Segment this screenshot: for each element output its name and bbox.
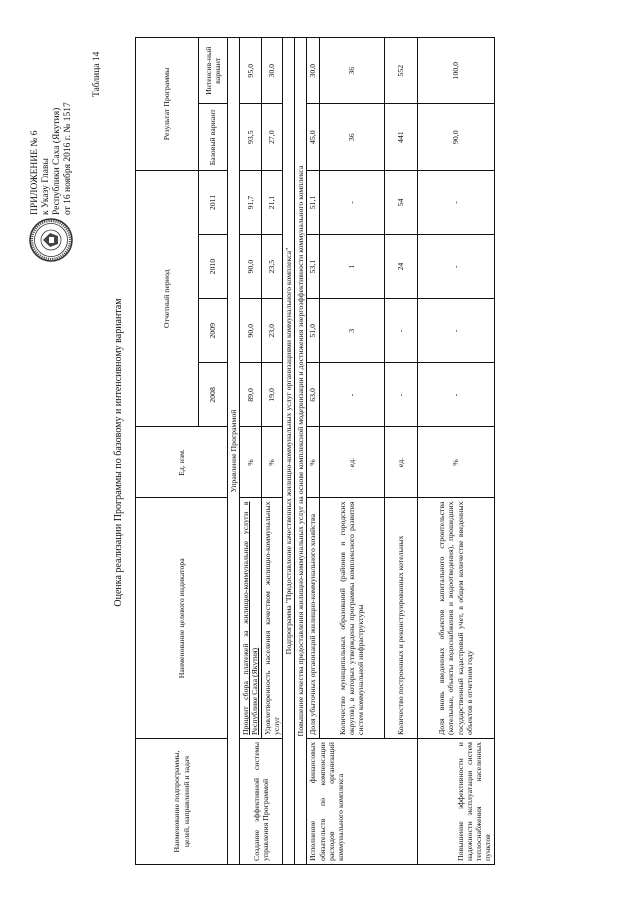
table-number: Таблица 14 xyxy=(92,51,102,97)
header-period: Отчетный период xyxy=(136,170,199,427)
value-2008: 89,0 xyxy=(240,363,261,427)
appendix-line-3: Республики Саха (Якутия) xyxy=(52,107,62,215)
goal-cell: Создание эффективной системы управления Программой xyxy=(240,739,283,865)
unit-cell: % xyxy=(240,427,261,498)
header-unit: Ед. изм. xyxy=(136,427,228,498)
subprogram-title: Подпрограмма "Предоставление качественных жилищно-коммунальных услуг организациями коммунального комплекса" xyxy=(283,38,295,865)
value-base: 441 xyxy=(384,104,417,170)
goal-cell: Исполнение финансовых обязательств по компенсации расходов организаций коммунального комплекса xyxy=(307,739,417,865)
value-2008: 63,0 xyxy=(307,363,319,427)
unit-cell: % xyxy=(261,427,282,498)
value-intensive: 95,0 xyxy=(240,38,261,104)
table-row xyxy=(307,38,319,865)
goal-cell: Повышение эффективности и надежности эксплуатации систем теплоснабжения населенных пунктов xyxy=(417,739,494,865)
value-2008: 19,0 xyxy=(261,363,282,427)
value-2008: - xyxy=(319,363,384,427)
indicator-cell: Доля вновь введенных объектов капитального строительства (котельные, объекты водоснабжения и водоотведения), прошедших государственный кадастровый учет, в общем количестве введенных объектов в отчетном году xyxy=(417,498,494,739)
value-2010: 90,0 xyxy=(240,235,261,299)
header-year-2009: 2009 xyxy=(199,299,228,363)
indicator-cell: Удовлетворенность населения качеством жилищно-коммунальных услуг xyxy=(261,498,282,739)
value-2011: 54 xyxy=(384,170,417,234)
header-year-2011: 2011 xyxy=(199,170,228,234)
header-intensive: Интенсив-ный вариант xyxy=(199,38,228,104)
value-2010: - xyxy=(417,235,494,299)
unit-cell: % xyxy=(417,427,494,498)
table-row xyxy=(417,38,494,865)
value-intensive: 30,0 xyxy=(261,38,282,104)
indicator-cell: Доля убыточных организаций жилищно-коммунального хозяйства xyxy=(307,498,319,739)
value-intensive: 30,0 xyxy=(307,38,319,104)
appendix-header xyxy=(30,15,74,215)
evaluation-table xyxy=(135,37,495,865)
value-2008: - xyxy=(384,363,417,427)
value-2009: 23,0 xyxy=(261,299,282,363)
value-2010: 23,5 xyxy=(261,235,282,299)
value-base: 90,0 xyxy=(417,104,494,170)
indicator-cell: Количество муниципальных образований (районов и городских округов), в которых утверждены программы комплексного развития систем коммунальной инфраструктуры xyxy=(319,498,384,739)
value-2011: 91,7 xyxy=(240,170,261,234)
value-2011: - xyxy=(319,170,384,234)
unit-cell: ед. xyxy=(319,427,384,498)
value-2010: 24 xyxy=(384,235,417,299)
header-base: Базовый вариант xyxy=(199,104,228,170)
value-2009: 3 xyxy=(319,299,384,363)
appendix-line-4: от 16 ноября 2016 г. № 1517 xyxy=(63,102,73,215)
header-year-2008: 2008 xyxy=(199,363,228,427)
value-intensive: 100,0 xyxy=(417,38,494,104)
section-management: Управление Программой xyxy=(228,38,240,865)
value-2011: 21,1 xyxy=(261,170,282,234)
value-base: 36 xyxy=(319,104,384,170)
header-year-2010: 2010 xyxy=(199,235,228,299)
value-2009: - xyxy=(417,299,494,363)
value-2009: 90,0 xyxy=(240,299,261,363)
unit-cell: ед. xyxy=(384,427,417,498)
table-caption: Оценка реализации Программы по базовому и интенсивному вариантам xyxy=(113,298,124,607)
header-indicator: Наименование целевого индикатора xyxy=(136,498,228,739)
value-2011: - xyxy=(417,170,494,234)
appendix-line-1: ПРИЛОЖЕНИЕ № 6 xyxy=(30,130,40,215)
direction-title: Повышение качества предоставления жилищно-коммунальных услуг на основе комплексной модернизации и достижения энергоэффективности коммунального комплекса xyxy=(295,38,307,865)
table-row xyxy=(240,38,261,865)
indicator-cell xyxy=(240,498,261,739)
value-2009: 51,0 xyxy=(307,299,319,363)
value-intensive: 552 xyxy=(384,38,417,104)
value-base: 93,5 xyxy=(240,104,261,170)
value-2011: 51,1 xyxy=(307,170,319,234)
indicator-text: Процент сбора платежей за жилищно-коммунальные услуги в Республике Саха (Якутия) xyxy=(241,501,260,736)
indicator-cell: Количество построенных и реконструированных котельных xyxy=(384,498,417,739)
value-base: 45,0 xyxy=(307,104,319,170)
appendix-line-2: к Указу Главы xyxy=(41,158,51,215)
value-2010: 1 xyxy=(319,235,384,299)
header-result: Результат Программы xyxy=(136,38,199,171)
official-seal-stamp xyxy=(28,217,74,263)
header-name: Наименование подпрограммы, целей, направлений и задач xyxy=(136,739,228,865)
value-2008: - xyxy=(417,363,494,427)
unit-cell: % xyxy=(307,427,319,498)
value-2010: 53,1 xyxy=(307,235,319,299)
value-intensive: 36 xyxy=(319,38,384,104)
value-2009: - xyxy=(384,299,417,363)
value-base: 27,0 xyxy=(261,104,282,170)
